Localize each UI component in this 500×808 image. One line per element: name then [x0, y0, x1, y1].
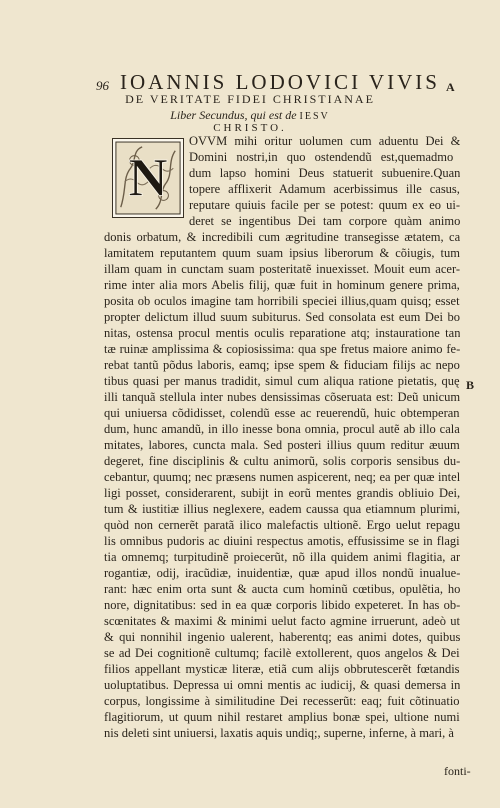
text-line: donis orbatum, & incredibili cum ægritudine transegisse ætatem, ca	[104, 230, 460, 244]
text-line: lis omnibus pudoris ac diuini respectus amotis, effusissime se in flagi	[104, 534, 460, 548]
page-number: 96	[96, 78, 109, 93]
text-line: tæ ruinæ amplissima & copiosissima: qua spe fretus maiore animo fe-	[104, 342, 460, 356]
text-line: propter delictum illud suum subiturus. Sed consolata est eum Dei bo	[104, 310, 460, 324]
text-line: posita ob oculos imagine tam horribili speciei illius,quam quisq; esset	[104, 294, 460, 308]
book-heading-christo: CHRISTO.	[213, 122, 287, 134]
text-line: degeret, fine disciplinis & cultu animorũ, solis corporis sensibus du-	[104, 454, 460, 468]
text-line: uoluptatibus. Depressa ui omni mentis ac iudicij, & quasi demersa in	[104, 678, 460, 692]
text-line: rant: hæc enim orta sunt & aucta cum hominũ cœtibus, opulẽtia, ho	[104, 582, 460, 596]
running-head: IOANNIS LODOVICI VIVIS	[120, 70, 440, 94]
text-line: Domini nostri,in quo ostendendũ est,quemadmo	[189, 150, 454, 164]
text-line: dum, hunc amandũ, in illo inesse bona omnia, procul autẽ ab illo cala	[104, 422, 460, 436]
catchword: fonti-	[444, 764, 471, 778]
text-line: cebantur, quumq; nec præsens numen aspicerent, neq; ea per quæ intel	[104, 470, 460, 484]
text-line: filios appellant mysticæ literæ, etiã cum alijs obbrutescerẽt fœtandis	[104, 662, 460, 676]
text-line: nis deleti sint uniuersi, laxatis aquis undiq;, superne, inferne, à mari, à	[104, 726, 454, 740]
book-heading-text: Liber Secundus, qui est de	[170, 108, 297, 122]
decorated-initial-art	[113, 139, 183, 217]
text-line: topere afflixerit Adamum acerbissimus ille casus,	[189, 182, 460, 196]
text-line: & qui nonnihil ingenio ualerent, haberentq; eas animi dotes, quibus	[104, 630, 460, 644]
book-heading-caps: IESV	[299, 111, 330, 122]
text-line: ligi posset, considerarent, subijt in eorũ mentes grandis obliuio Dei,	[104, 486, 460, 500]
subtitle: DE VERITATE FIDEI CHRISTIANAE	[125, 92, 375, 106]
text-line: illam quam in cunctam suam posteritatẽ inuexisset. Mouit eum acer-	[104, 262, 460, 276]
text-line: lamitatem reputantem quum suam ipsius liberorum & cõiugis, tum	[104, 246, 460, 260]
text-line: scœnitates & maximi & minimi uelut facto agmine irruerunt, adeò ut	[104, 614, 460, 628]
text-line: qui uniuersa cõdidisset, colendũ esse ac reuerendũ, huic obtemperan	[104, 406, 460, 420]
initial-letter: N	[128, 146, 168, 208]
text-line: rogantiæ, odij, iracũdiæ, inuidentiæ, quæ apud illos nondũ inualue-	[104, 566, 460, 580]
margin-mark-b: B	[466, 378, 475, 392]
text-line: nitas, ostensa procul mentis oculis reparatione atq; instauratione tan	[104, 326, 460, 340]
text-line: rebat tantũ põdus laboris, eamq; ipse spem & fiduciam filijs ac nepo	[104, 358, 460, 372]
decorated-initial	[112, 138, 184, 218]
book-heading	[0, 108, 500, 123]
margin-mark-a: A	[446, 80, 455, 94]
text-line: tum & iustitiæ illius neglexere, eadem caussa qua etiamnum plurimi,	[104, 502, 460, 516]
text-line: illi tanquã stellula inter nubes densissimas cõseruata est: Deũ unicum	[104, 390, 460, 404]
text-line: quòd non cernerẽt paratã ilico malefactis ultionẽ. Ergo uelut repagu	[104, 518, 460, 532]
text-line: corpus, longissime à similitudine Dei recesserũt: eaq; fuit cõtinuatio	[104, 694, 460, 708]
text-line: tibus quasi per manus tradidit, simul cum aliqua ratione pietatis, quę	[104, 374, 460, 388]
text-line: dum lapso homini Deus statuerit subuenire.Quan	[189, 166, 460, 180]
text-line: se ad Dei cognitionẽ cultumq; facilè extollerent, quos angelos & Dei	[104, 646, 460, 660]
text-line: reputare quiuis facile per se potest: quum ex eo ui-	[189, 198, 460, 212]
text-line: rime inter alia mors Abelis filij, quæ fuit in hominum genere prima,	[104, 278, 460, 292]
text-line: mitates, labores, cuncta mala. Sed posteri illius quum reditur æuum	[104, 438, 460, 452]
text-line: deret se ingentibus Dei tam corpore quàm animo	[189, 214, 460, 228]
text-line: OVVM mihi oritur uolumen cum aduentu Dei &	[189, 134, 460, 148]
text-line: tia omnemq; turpitudinẽ proiecerũt, nõ illa quidem animi flagitia, ar	[104, 550, 460, 564]
text-line: nore, dignitatibus: sed in ea quæ corporis libido expeteret. In has ob-	[104, 598, 460, 612]
text-line: flagitiorum, ut quum nihil restaret amplius bonæ spei, ultione numi	[104, 710, 460, 724]
